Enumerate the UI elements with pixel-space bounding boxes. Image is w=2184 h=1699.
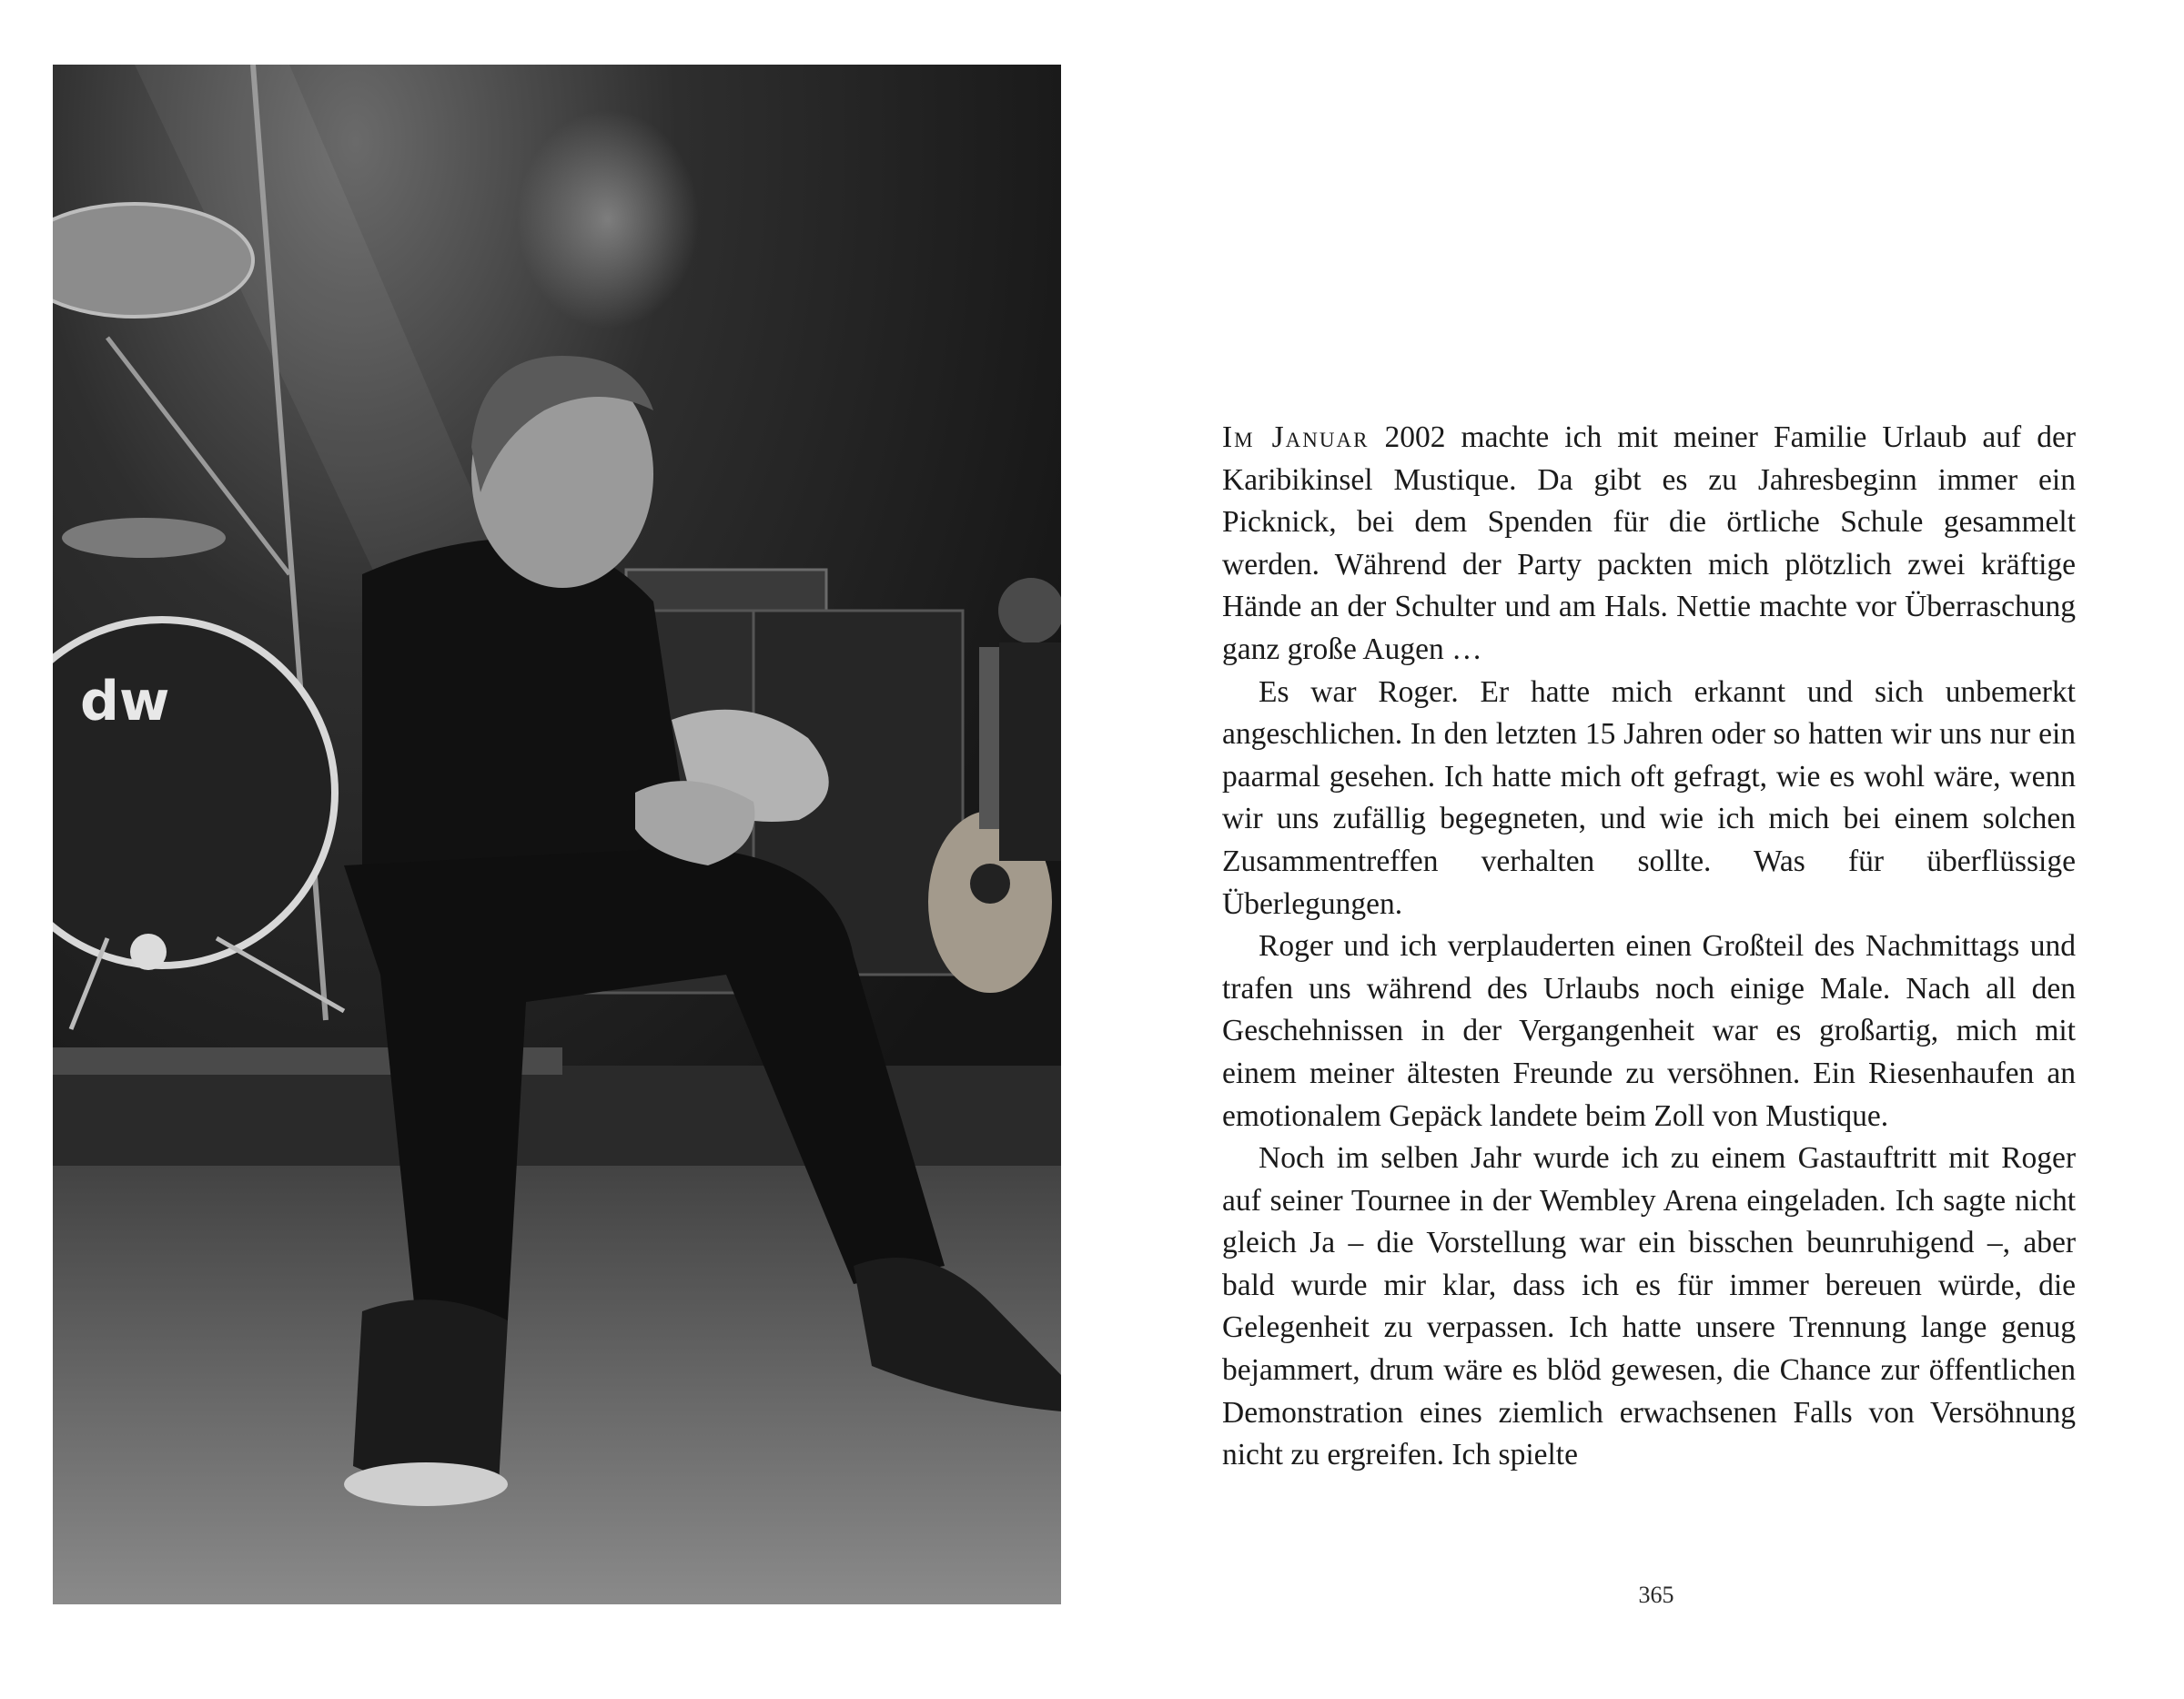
page-number: 365 bbox=[1638, 1582, 1674, 1608]
text-page bbox=[1222, 417, 2076, 1477]
paragraph-3: Roger und ich verplauderten einen Großteil des Nachmittags und trafen uns während des Urlaubs noch einige Male. Nach all den Geschehnissen in der Vergangenheit war es großartig, mich mit einem meiner ältesten Freunde zu versöhnen. Ein Riesenhaufen an emotionalem Gepäck landete beim Zoll von Mustique. bbox=[1222, 929, 2076, 1133]
paragraph-1-body: 2002 machte ich mit meiner Familie Urlaub auf der Karibikinsel Mustique. Da gibt es zu Jahresbeginn immer ein Picknick, bei dem Spenden für die örtliche Schule gesammelt werden. Während der Party packten mich plötzlich zwei kräftige Hände an der Schulter und am Hals. Nettie machte vor Überraschung ganz große Augen … bbox=[1222, 420, 2076, 666]
paragraph-4: Noch im selben Jahr wurde ich zu einem Gastauftritt mit Roger auf seiner Tournee in der Wembley Arena eingeladen. Ich sagte nicht gleich Ja – die Vorstellung war ein bisschen beunruhigend –, aber bald wurde mir klar, dass ich es für immer bereuen würde, die Gelegenheit zu verpassen. Ich hatte unsere Trennung lange genug bejammert, drum wäre es blöd gewesen, die Chance zur öffentlichen Demonstration eines ziemlich erwachsenen Falls von Versöhnung nicht zu ergreifen. Ich spielte bbox=[1222, 1141, 2076, 1472]
paragraph-1-lead: Im Januar bbox=[1222, 420, 1370, 454]
svg-text:dw: dw bbox=[80, 670, 170, 733]
stage-photo-image bbox=[53, 65, 1061, 1604]
paragraph-2: Es war Roger. Er hatte mich erkannt und sich unbemerkt angeschlichen. In den letzten 15 Jahren oder so hatten wir uns nur ein paarmal gesehen. Ich hatte mich oft gefragt, wie es wohl wäre, wenn wir uns zufällig begegneten, und wie ich mich bei einem solchen Zusammentreffen verhalten sollte. Was für überflüssige Überlegungen. bbox=[1222, 674, 2076, 921]
stage-photo bbox=[53, 65, 1061, 1604]
paragraph-1 bbox=[1222, 417, 2076, 672]
